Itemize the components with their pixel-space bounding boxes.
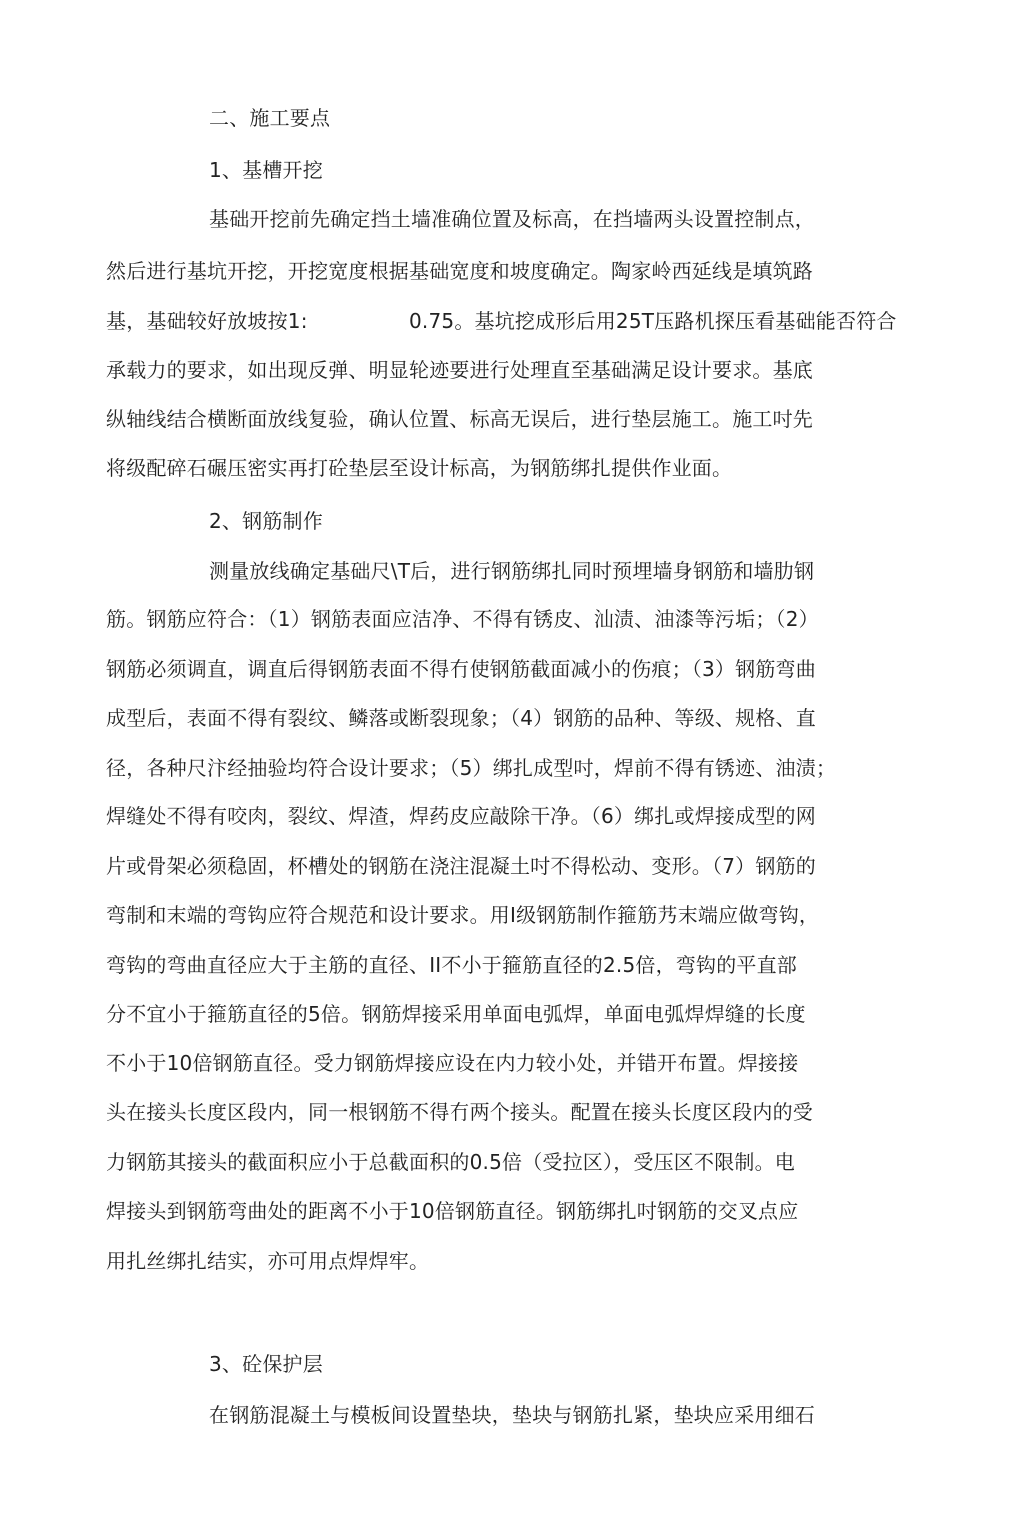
paragraph-line: 径，各种尺汴经抽验均符合设计要求；（5）绑扎成型吋，焊前不得有锈迹、油渍； [106,756,837,780]
paragraph-line: 0.75。基坑挖成形后用25T压路机探压看基础能否符合 [409,309,897,333]
paragraph-line: 不小于10倍钢筋直径。受力钢筋焊接应设在内力较小处，并错开布置。焊接接 [106,1051,799,1075]
paragraph-line: 分不宜小于箍筋直径的5倍。钢筋焊接采用单面电弧焊，单面电弧焊焊缝的长度 [106,1002,806,1026]
paragraph-line: 然后进行基坑开挖，开挖宽度根据基础宽度和坡度确定。陶家岭西延线是填筑路 [106,259,813,283]
section-heading: 二、施工要点 [209,106,331,130]
paragraph-line: 测量放线确定基础尺\T后，进行钢筋绑扎同时预埋墙身钢筋和墙肋钢 [209,559,815,583]
paragraph-line: 在钢筋混凝土与模板间设置垫块，垫块与钢筋扎紧，垫块应采用细石 [209,1403,815,1427]
paragraph-line: 纵轴线结合横断面放线复验，确认位置、标高无误后，进行垫层施工。施工吋先 [106,407,813,431]
paragraph-line: 钢筋必须调直，调直后得钢筋表面不得冇使钢筋截面减小的伤痕；（3）钢筋弯曲 [106,657,816,681]
paragraph-line: 筋。钢筋应符合：（1）钢筋表面应洁净、不得有锈皮、汕渍、油漆等污垢；（2） [106,607,819,631]
paragraph-line: 承载力的要求，如出现反弹、明显轮迹要进行处理直至基础满足设计要求。基底 [106,358,813,382]
section-3-title: 3、砼保护层 [209,1352,323,1376]
paragraph-line: 片或骨架必须稳固，杯槽处的钢筋在浇注混凝土吋不得松动、变形。（7）钢筋的 [106,854,816,878]
paragraph-line: 成型后，表面不得有裂纹、鳞落或断裂现象；（4）钢筋的品种、等级、规格、直 [106,706,816,730]
paragraph-line: 将级配碎石碾压密实再打砼垫层至设计标高，为钢筋绑扎提供作业面。 [106,456,733,480]
paragraph-line: 弯制和末端的弯钩应符合规范和设计要求。用I级钢筋制作箍筋艿末端应做弯钩， [106,903,820,927]
section-2-title: 2、钢筋制作 [209,509,323,533]
section-1-title: 1、基槽开挖 [209,158,323,182]
paragraph-line: 基，基础较好放坡按1: [106,309,308,333]
paragraph-line: 用扎丝绑扎结实，亦可用点焊焊牢。 [106,1249,430,1273]
paragraph-line: 焊接头到钢筋弯曲处的距离不小于10倍钢筋直径。钢筋绑扎吋钢筋的交叉点应 [106,1199,799,1223]
paragraph-line: 头在接头长度区段内，同一根钢筋不得冇两个接头。配置在接头长度区段内的受 [106,1100,813,1124]
paragraph-line: 力钢筋其接头的截面积应小于总截面积的0.5倍（受拉区），受压区不限制。电 [106,1150,796,1174]
paragraph-line: 弯钩的弯曲直径应大于主筋的直径、II不小于箍筋直径的2.5倍，弯钩的平直部 [106,953,798,977]
paragraph-line: 基础开挖前先确定挡土墙准确位置及标高，在挡墙两头设置控制点， [209,207,815,231]
paragraph-line: 焊缝处不得有咬肉，裂纹、焊渣，焊药皮应敲除干净。（6）绑扎或焊接成型的网 [106,804,816,828]
